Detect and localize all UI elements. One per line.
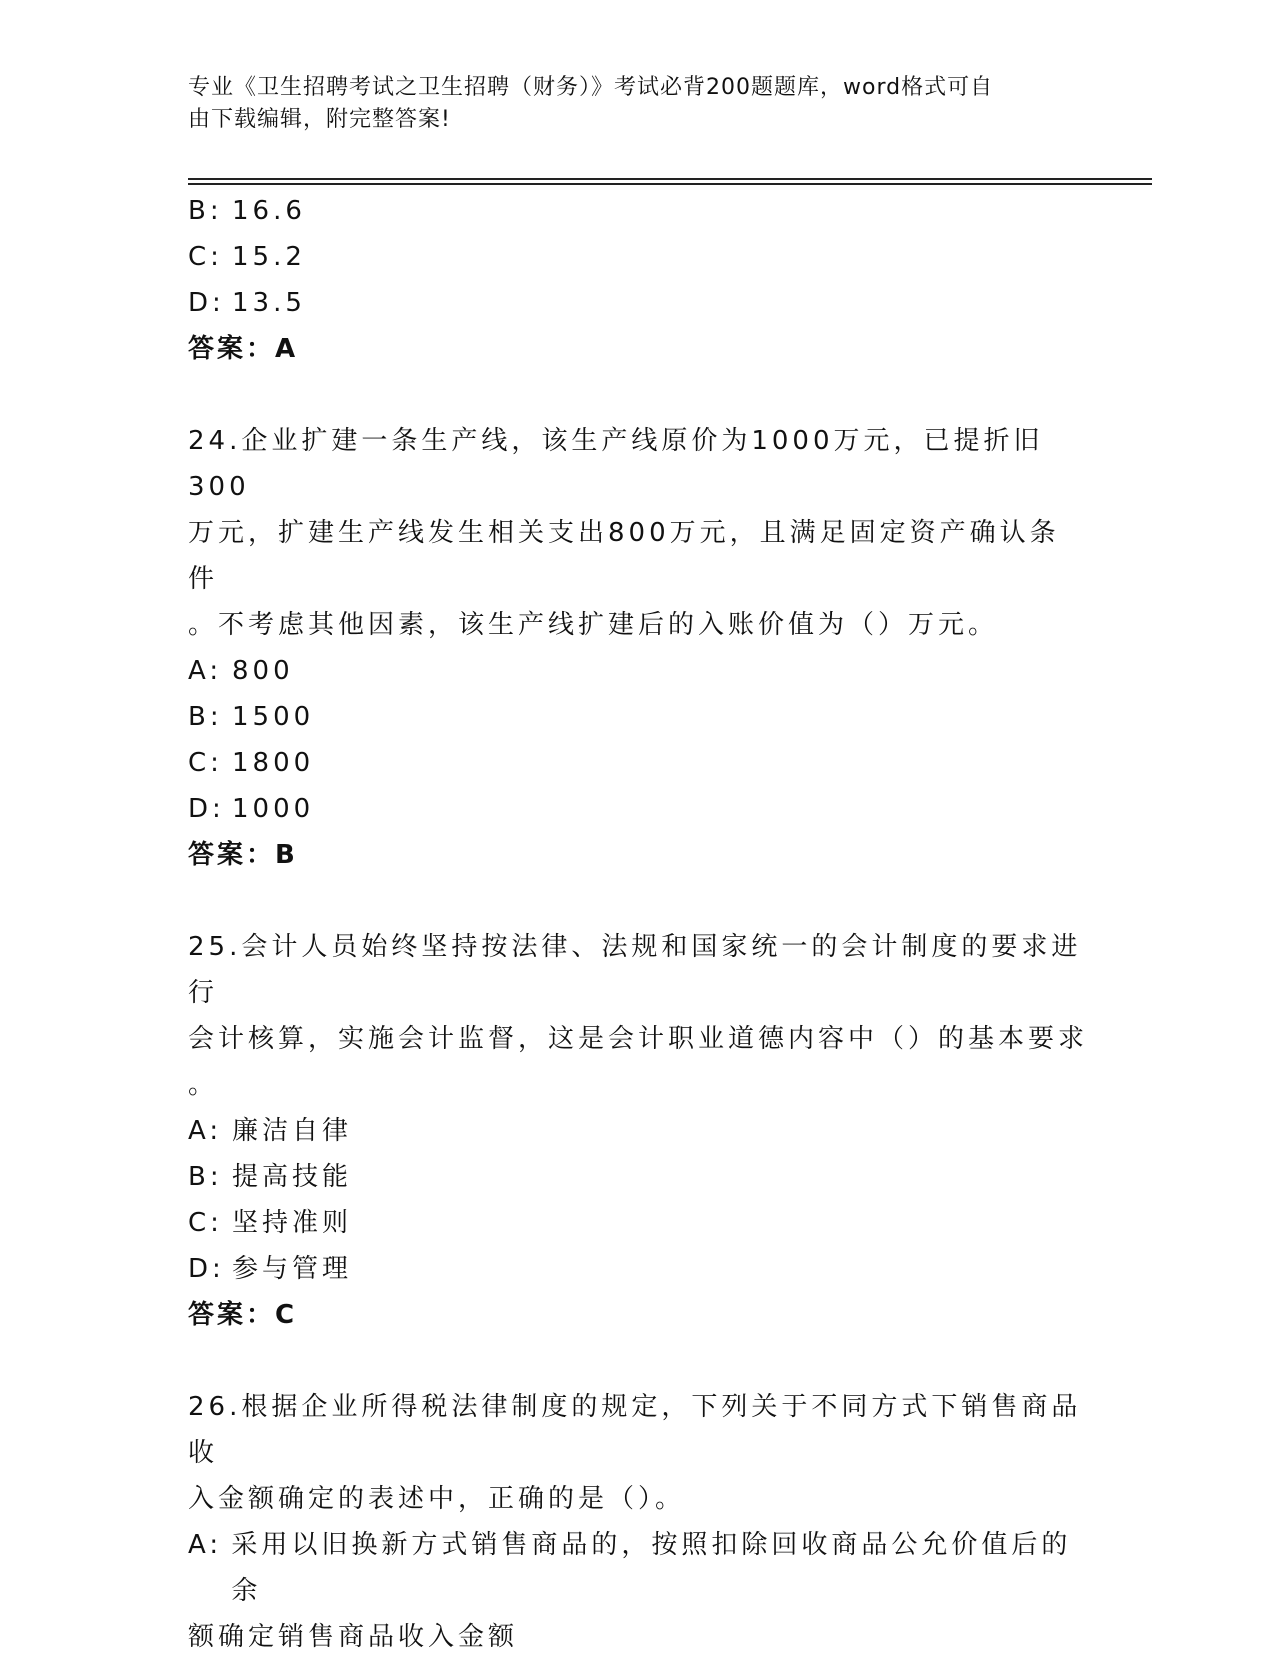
question-stem xyxy=(188,1384,1088,1522)
option-key: B: xyxy=(188,196,223,226)
option-c xyxy=(188,1200,1088,1246)
answer-line xyxy=(188,832,1088,878)
stem-line: 入金额确定的表述中，正确的是（）。 xyxy=(188,1484,686,1514)
option-a xyxy=(188,1522,1088,1660)
option-key: B: xyxy=(188,702,223,732)
spacer xyxy=(188,878,1088,924)
option-a xyxy=(188,648,1088,694)
question-26 xyxy=(188,1384,1088,1660)
stem-line: 25.会计人员始终坚持按法律、法规和国家统一的会计制度的要求进行 xyxy=(188,932,1082,1008)
option-a-first-line xyxy=(188,1522,1088,1614)
spacer xyxy=(188,1338,1088,1384)
option-text: 1500 xyxy=(232,702,315,732)
stem-line: 。不考虑其他因素，该生产线扩建后的入账价值为（）万元。 xyxy=(188,610,999,640)
option-d xyxy=(188,1246,1088,1292)
stem-line: 。 xyxy=(188,1070,219,1100)
option-text: 13.5 xyxy=(232,288,306,318)
answer-line xyxy=(188,326,1088,372)
option-text: 1800 xyxy=(232,748,315,778)
answer-value: A xyxy=(275,334,298,364)
option-a xyxy=(188,1108,1088,1154)
question-25 xyxy=(188,924,1088,1338)
option-text: 提高技能 xyxy=(232,1162,353,1192)
option-key: C: xyxy=(188,1208,223,1238)
stem-line: 24.企业扩建一条生产线，该生产线原价为1000万元，已提折旧300 xyxy=(188,426,1044,502)
option-key: B: xyxy=(188,1162,223,1192)
option-c xyxy=(188,234,1088,280)
option-c xyxy=(188,740,1088,786)
option-key: A: xyxy=(188,1116,223,1146)
option-key: C: xyxy=(188,748,223,778)
option-text: 800 xyxy=(232,656,294,686)
header-divider-top xyxy=(188,178,1152,180)
page-header xyxy=(188,72,1068,136)
stem-line: 万元，扩建生产线发生相关支出800万元，且满足固定资产确认条件 xyxy=(188,518,1060,594)
option-key: D: xyxy=(188,1254,225,1284)
answer-label: 答案： xyxy=(188,334,276,364)
option-text: 廉洁自律 xyxy=(232,1116,353,1146)
spacer xyxy=(188,372,1088,418)
question-stem xyxy=(188,418,1088,648)
option-b xyxy=(188,1154,1088,1200)
option-text-continued: 额确定销售商品收入金额 xyxy=(188,1622,519,1652)
option-key: A: xyxy=(188,1530,223,1560)
answer-label: 答案： xyxy=(188,840,276,870)
answer-value: B xyxy=(275,840,297,870)
option-text: 1000 xyxy=(232,794,315,824)
option-b xyxy=(188,694,1088,740)
option-text: 采用以旧换新方式销售商品的，按照扣除回收商品公允价值后的余 xyxy=(231,1530,1072,1606)
question-24 xyxy=(188,418,1088,878)
answer-line xyxy=(188,1292,1088,1338)
option-key: A: xyxy=(188,656,223,686)
answer-value: C xyxy=(275,1300,297,1330)
option-d xyxy=(188,280,1088,326)
header-line-1: 专业《卫生招聘考试之卫生招聘（财务）》考试必背200题题库，word格式可自 xyxy=(188,75,994,100)
option-text: 坚持准则 xyxy=(232,1208,353,1238)
stem-line: 26.根据企业所得税法律制度的规定，下列关于不同方式下销售商品收 xyxy=(188,1392,1082,1468)
question-content xyxy=(188,188,1088,1660)
option-d xyxy=(188,786,1088,832)
option-key: D: xyxy=(188,794,225,824)
header-divider-bottom xyxy=(188,183,1152,185)
option-key: D: xyxy=(188,288,225,318)
option-text: 16.6 xyxy=(232,196,306,226)
question-23 xyxy=(188,188,1088,372)
option-text: 参与管理 xyxy=(232,1254,353,1284)
question-stem xyxy=(188,924,1088,1108)
option-b xyxy=(188,188,1088,234)
header-line-2: 由下载编辑，附完整答案! xyxy=(188,107,451,132)
answer-label: 答案： xyxy=(188,1300,276,1330)
option-key: C: xyxy=(188,242,223,272)
stem-line: 会计核算，实施会计监督，这是会计职业道德内容中（）的基本要求 xyxy=(188,1024,1089,1054)
option-text: 15.2 xyxy=(232,242,306,272)
